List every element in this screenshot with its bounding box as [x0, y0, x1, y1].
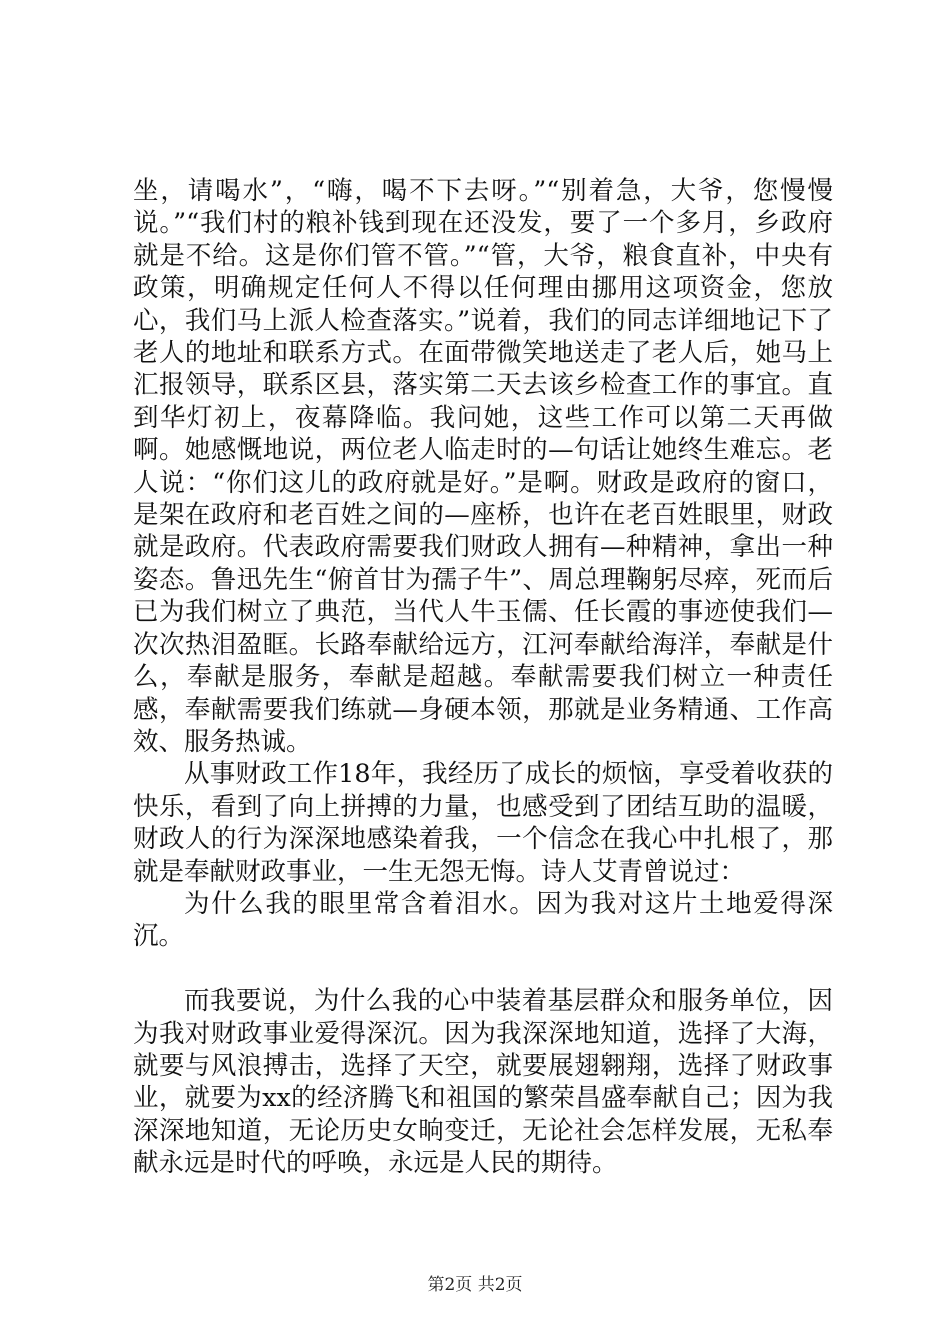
paragraph-continued: 坐，请喝水”，“嗨，喝不下去呀。”“别着急，大爷，您慢慢说。”“我们村的粮补钱到现在还没发，要了一个多月，乡政府就是不给。这是你们管不管。”“管，大爷，粮食直补，中央有政策，明确规定任何人不得以任何理由挪用这项资金，您放心，我们马上派人检查落实。”说着，我们的同志详细地记下了老人的地址和联系方式。在面带微笑地送走了老人后，她马上汇报领导，联系区县，落实第二天去该乡检查工作的事宜。直到华灯初上，夜幕降临。我问她，这些工作可以第二天再做啊。她感慨地说，两位老人临走时的—句话让她终生难忘。老人说：“你们这儿的政府就是好。”是啊。财政是政府的窗口，是架在政府和老百姓之间的—座桥，也许在老百姓眼里，财政就是政府。代表政府需要我们财政人拥有—种精神，拿出一种姿态。鲁迅先生“俯首甘为孺子牛”、周总理鞠躬尽瘁，死而后已为我们树立了典范，当代人牛玉儒、任长霞的事迹使我们—次次热泪盈眶。长路奉献给远方，江河奉献给海洋，奉献是什么，奉献是服务，奉献是超越。奉献需要我们树立一种责任感，奉献需要我们练就—身硬本领，那就是业务精通、工作高效、服务热诚。 [133, 176, 833, 757]
paragraph-closing: 而我要说，为什么我的心中装着基层群众和服务单位，因为我对财政事业爱得深沉。因为我深深地知道，选择了大海，就要与风浪搏击，选择了天空，就要展翅翱翔，选择了财政事业，就要为xx的经济腾飞和祖国的繁荣昌盛奉献自己；因为我深深地知道，无论历史女晌变迁，无论社会怎样发展，无私奉献永远是时代的呼唤，永远是人民的期待。 [133, 986, 833, 1179]
poem-quote: 为什么我的眼里常含着泪水。因为我对这片土地爱得深沉。 [133, 888, 833, 952]
paragraph-career: 从事财政工作18年，我经历了成长的烦恼，享受着收获的快乐，看到了向上拼搏的力量，也感受到了团结互助的温暖，财政人的行为深深地感染着我，一个信念在我心中扎根了，那就是奉献财政事业，一生无怨无悔。诗人艾青曾说过： [133, 759, 833, 887]
document-body [133, 175, 833, 1180]
page-footer: 第2页 共2页 [427, 1275, 523, 1295]
